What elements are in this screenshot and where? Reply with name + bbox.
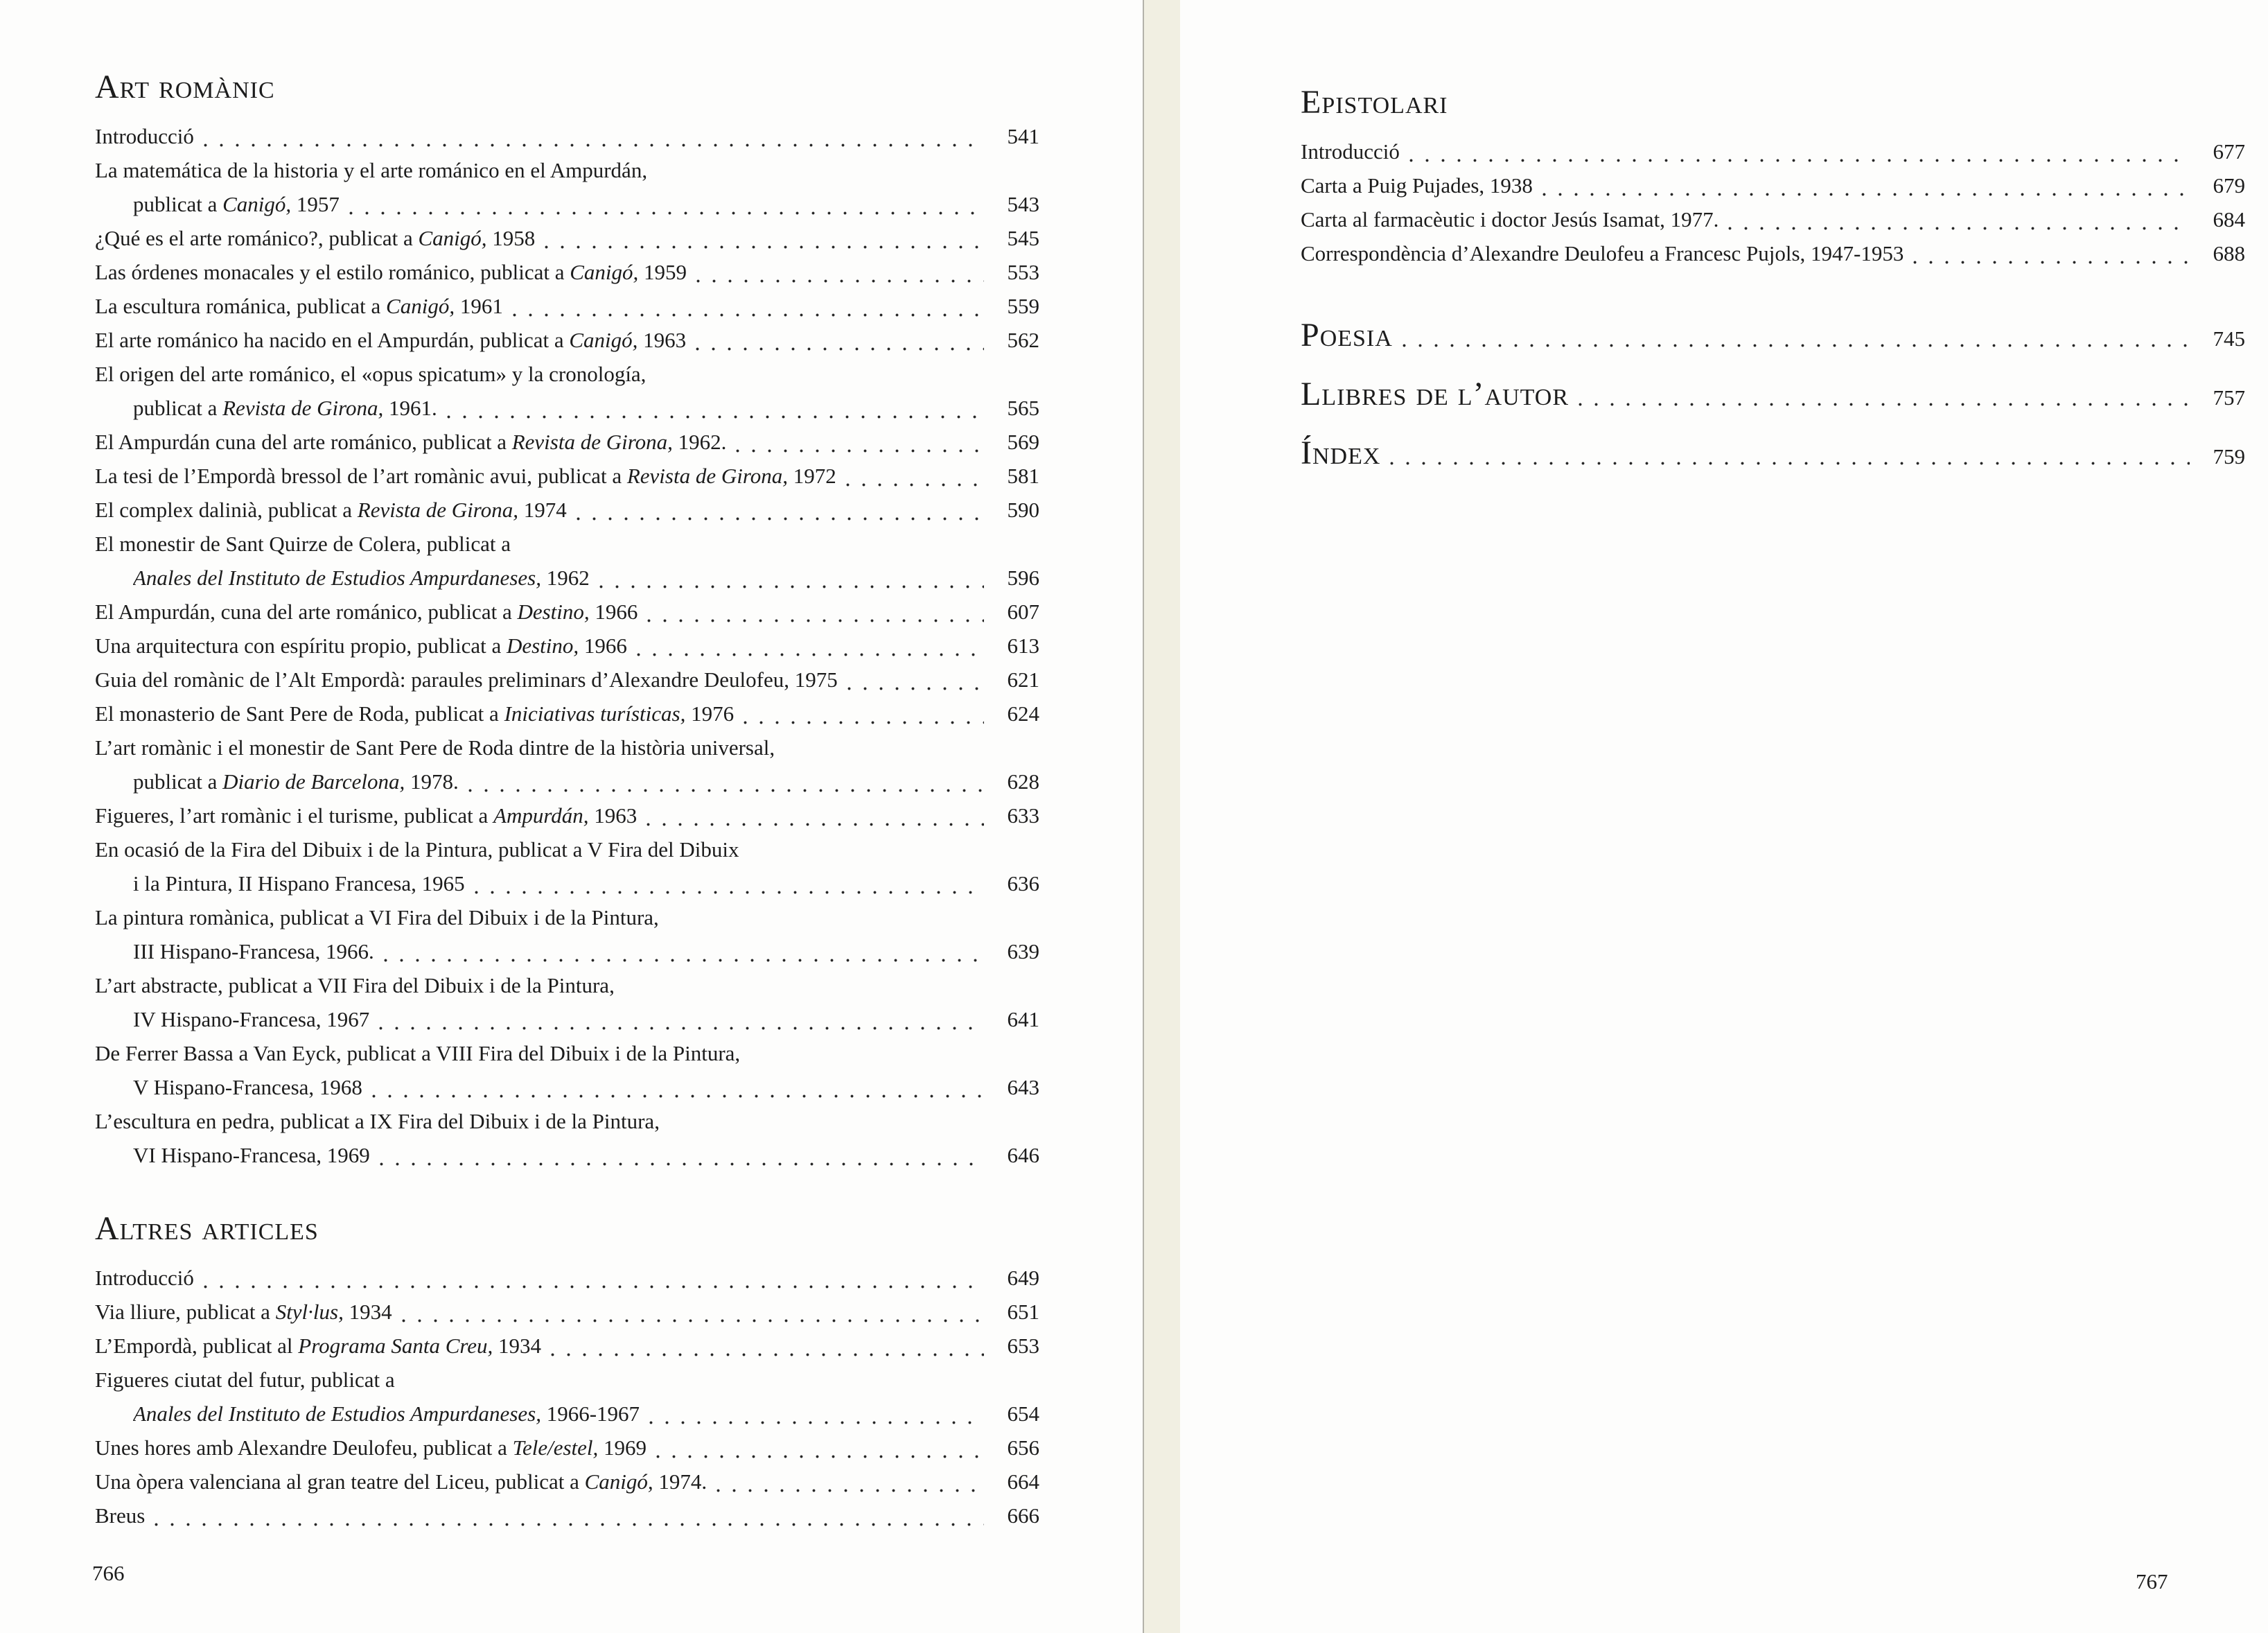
toc-line <box>95 1002 1039 1036</box>
page-ref: 745 <box>2213 326 2245 351</box>
page-ref: 596 <box>1007 566 1039 590</box>
toc-standalone-entry <box>1301 317 2245 356</box>
entry-title <box>95 255 687 289</box>
journal-title: Canigó, <box>222 192 292 216</box>
entry-text: El complex dalinià, publicat a <box>95 498 358 522</box>
entry-title <box>133 765 459 798</box>
dot-leader <box>744 721 984 724</box>
toc-entry <box>95 527 1039 595</box>
page-ref: 656 <box>1007 1435 1039 1460</box>
dot-leader <box>204 1285 984 1289</box>
entry-text: V Hispano-Francesa, 1968 <box>133 1075 362 1099</box>
entry-text: 1972 <box>788 464 836 488</box>
page-ref: 643 <box>1007 1075 1039 1099</box>
dot-leader <box>846 483 984 487</box>
toc-line <box>95 595 1039 629</box>
entry-text: L’art romànic i el monestir de Sant Pere de Roda dintre de la història universal, <box>95 735 775 760</box>
page-ref: 757 <box>2213 385 2245 410</box>
toc-line <box>95 255 1039 289</box>
toc-line <box>95 697 1039 731</box>
page-ref: 759 <box>2213 444 2245 469</box>
entry-text: 1962 <box>540 566 590 590</box>
toc-entry <box>95 357 1039 425</box>
dot-leader <box>696 279 984 283</box>
toc-standalone-section <box>1301 317 2245 356</box>
toc-line <box>95 425 1039 459</box>
entry-text: El arte románico ha nacido en el Ampurdán, publicat a <box>95 328 570 352</box>
toc-entry <box>1301 236 2245 270</box>
entry-text: publicat a <box>133 396 223 420</box>
page-ref: 684 <box>2213 207 2245 232</box>
toc-standalone-section <box>1301 435 2245 473</box>
dot-leader <box>647 823 984 826</box>
entry-title <box>95 1499 145 1532</box>
journal-title: Destino, <box>506 634 579 658</box>
entry-text: 1934 <box>493 1334 542 1358</box>
toc-line <box>95 832 1039 866</box>
entry-text: 1976 <box>685 701 735 726</box>
toc-line <box>95 459 1039 493</box>
entry-text: publicat a <box>133 769 223 794</box>
entry-text: L’art abstracte, publicat a VII Fira del Dibuix i de la Pintura, <box>95 973 615 997</box>
toc-line <box>95 1329 1039 1363</box>
toc-entry <box>95 1295 1039 1329</box>
toc-entry <box>95 323 1039 357</box>
page-ref: 641 <box>1007 1007 1039 1031</box>
journal-title: Canigó, <box>584 1469 653 1494</box>
entry-title <box>1301 236 1904 270</box>
toc-line <box>95 1295 1039 1329</box>
entry-text: Introducció <box>95 1266 194 1290</box>
entry-text: La tesi de l’Empordà bressol de l’art romànic avui, publicat a <box>95 464 627 488</box>
entry-text: VI Hispano-Francesa, 1969 <box>133 1143 370 1167</box>
toc-entry <box>95 1036 1039 1104</box>
entry-text: De Ferrer Bassa a Van Eyck, publicat a VIII Fira del Dibuix i de la Pintura, <box>95 1041 741 1065</box>
entry-text: 1974 <box>518 498 567 522</box>
entry-text: Una òpera valenciana al gran teatre del Liceu, publicat a <box>95 1469 585 1494</box>
left-page-number: 766 <box>92 1561 125 1585</box>
entry-title <box>95 1295 392 1329</box>
toc-section <box>95 69 1039 1172</box>
toc-line <box>95 391 1039 425</box>
toc-entry <box>95 119 1039 153</box>
toc-line <box>95 629 1039 663</box>
toc-line <box>95 289 1039 323</box>
page-ref: 565 <box>1007 396 1039 420</box>
toc-standalone-entry <box>1301 376 2245 414</box>
toc-line <box>95 527 1039 561</box>
page-ref: 651 <box>1007 1300 1039 1324</box>
entry-title <box>95 493 567 527</box>
toc-entry <box>95 221 1039 255</box>
entry-title <box>95 119 194 153</box>
dot-leader <box>468 789 984 792</box>
entry-title <box>1301 134 1400 168</box>
entry-title <box>133 1002 369 1036</box>
toc-line <box>95 866 1039 900</box>
toc-line <box>95 900 1039 934</box>
toc-line <box>1301 236 2245 270</box>
dot-leader <box>717 1489 984 1492</box>
entry-title <box>95 663 838 697</box>
dot-leader <box>577 517 984 521</box>
page-ref: 553 <box>1007 260 1039 284</box>
toc-line <box>95 221 1039 255</box>
toc-entry <box>95 1261 1039 1295</box>
section-heading: Art romànic <box>95 69 275 105</box>
entry-text: En ocasió de la Fira del Dibuix i de la Pintura, publicat a V Fira del Dibuix <box>95 837 739 862</box>
toc-section <box>1301 85 2245 270</box>
page-ref: 607 <box>1007 600 1039 624</box>
entry-text: 1974. <box>653 1469 707 1494</box>
page-ref: 545 <box>1007 226 1039 250</box>
dot-leader <box>380 1162 984 1166</box>
entry-title <box>95 221 535 255</box>
entry-title <box>95 323 686 357</box>
entry-title <box>133 1070 362 1104</box>
entry-title <box>133 1138 370 1172</box>
book-spine-gutter <box>1143 0 1180 1633</box>
dot-leader <box>1913 261 2190 264</box>
entry-text: publicat a <box>133 192 223 216</box>
journal-title: Revista de Girona, <box>626 464 789 488</box>
toc-entry <box>95 255 1039 289</box>
entry-text: El Ampurdán, cuna del arte románico, publicat a <box>95 600 518 624</box>
page-ref: 581 <box>1007 464 1039 488</box>
journal-title: Canigó, <box>386 294 455 318</box>
journal-title: Anales del Instituto de Estudios Ampurdaneses, <box>133 566 541 590</box>
entry-title <box>133 1397 640 1431</box>
left-page-toc <box>95 69 1039 1532</box>
section-heading: Poesia <box>1301 317 1393 353</box>
toc-entry <box>95 663 1039 697</box>
page-ref: 628 <box>1007 769 1039 794</box>
entry-text: Guia del romànic de l’Alt Empordà: paraules preliminars d’Alexandre Deulofeu, 1975 <box>95 667 838 692</box>
page-ref: 621 <box>1007 667 1039 692</box>
toc-entry <box>95 1431 1039 1465</box>
entry-title <box>95 697 734 731</box>
journal-title: Revista de Girona, <box>357 498 518 522</box>
toc-entry <box>95 697 1039 731</box>
entry-text: Figueres, l’art romànic i el turisme, publicat a <box>95 803 494 828</box>
entry-text: Breus <box>95 1503 146 1528</box>
toc-line <box>95 1499 1039 1532</box>
page-ref: 590 <box>1007 498 1039 522</box>
entry-text: 1978. <box>405 769 459 794</box>
dot-leader <box>551 1353 984 1356</box>
entry-text: El Ampurdán cuna del arte románico, publicat a <box>95 430 512 454</box>
entry-text: Una arquitectura con espíritu propio, publicat a <box>95 634 507 658</box>
toc-line <box>95 153 1039 187</box>
toc-line <box>95 1397 1039 1431</box>
journal-title: Revista de Girona, <box>222 396 384 420</box>
dot-leader <box>599 585 984 588</box>
toc-line <box>1301 134 2245 168</box>
dot-leader <box>204 143 984 147</box>
entry-text: La pintura romànica, publicat a VI Fira del Dibuix i de la Pintura, <box>95 905 659 929</box>
page-ref: 543 <box>1007 192 1039 216</box>
toc-line <box>95 1138 1039 1172</box>
entry-title <box>95 459 836 493</box>
entry-text: III Hispano-Francesa, 1966. <box>133 939 374 963</box>
entry-title <box>95 595 638 629</box>
toc-entry <box>95 1363 1039 1431</box>
journal-title: Programa Santa Creu, <box>298 1334 493 1358</box>
entry-text: Introducció <box>95 124 194 148</box>
entry-title <box>95 798 637 832</box>
toc-entry <box>1301 202 2245 236</box>
entry-text: ¿Qué es el arte románico?, publicat a <box>95 226 419 250</box>
entry-text: Via lliure, publicat a <box>95 1300 276 1324</box>
toc-line <box>1301 168 2245 202</box>
entry-text: 1963 <box>638 328 687 352</box>
entry-title <box>1301 168 1533 202</box>
toc-line <box>95 968 1039 1002</box>
entry-text: 1934 <box>343 1300 392 1324</box>
entry-title <box>1301 202 1718 236</box>
page-ref: 559 <box>1007 294 1039 318</box>
toc-section <box>95 1211 1039 1532</box>
entry-text: 1957 <box>291 192 340 216</box>
page-ref: 562 <box>1007 328 1039 352</box>
dot-leader <box>1728 227 2190 230</box>
toc-line <box>95 663 1039 697</box>
entry-text: Las órdenes monacales y el estilo románico, publicat a <box>95 260 570 284</box>
entry-text: Introducció <box>1301 139 1400 164</box>
toc-entry <box>95 289 1039 323</box>
toc-line <box>95 561 1039 595</box>
toc-line <box>95 934 1039 968</box>
toc-entry <box>95 798 1039 832</box>
entry-text: Correspondència d’Alexandre Deulofeu a Francesc Pujols, 1947-1953 <box>1301 241 1904 265</box>
journal-title: Canigó, <box>570 260 639 284</box>
page-ref: 633 <box>1007 803 1039 828</box>
dot-leader <box>372 1094 984 1098</box>
dot-leader <box>447 415 984 419</box>
toc-entry <box>95 1499 1039 1532</box>
dot-leader <box>402 1319 984 1322</box>
dot-leader <box>847 687 984 690</box>
journal-title: Anales del Instituto de Estudios Ampurdaneses, <box>133 1401 541 1426</box>
dot-leader <box>379 1027 984 1030</box>
toc-line <box>1301 202 2245 236</box>
dot-leader <box>1542 193 2190 196</box>
journal-title: Tele/estel, <box>512 1435 599 1460</box>
toc-entry <box>95 900 1039 968</box>
page-ref: 649 <box>1007 1266 1039 1290</box>
journal-title: Canigó, <box>418 226 487 250</box>
toc-entry <box>95 1465 1039 1499</box>
dot-leader <box>384 959 984 962</box>
toc-line <box>95 493 1039 527</box>
entry-title <box>133 934 374 968</box>
section-heading: Altres articles <box>95 1210 319 1247</box>
entry-text: 1969 <box>598 1435 647 1460</box>
journal-title: Diario de Barcelona, <box>222 769 405 794</box>
entry-text: 1963 <box>588 803 638 828</box>
page-ref: 639 <box>1007 939 1039 963</box>
entry-text: El monasterio de Sant Pere de Roda, publicat a <box>95 701 504 726</box>
dot-leader <box>155 1523 984 1526</box>
page-ref: 646 <box>1007 1143 1039 1167</box>
entry-title <box>95 289 503 323</box>
entry-text: L’escultura en pedra, publicat a IX Fira del Dibuix i de la Pintura, <box>95 1109 660 1133</box>
entry-title <box>133 866 465 900</box>
page-ref: 653 <box>1007 1334 1039 1358</box>
entry-text: Figueres ciutat del futur, publicat a <box>95 1368 395 1392</box>
toc-line <box>95 1431 1039 1465</box>
entry-text: 1966 <box>589 600 638 624</box>
toc-entry <box>95 629 1039 663</box>
toc-entry <box>1301 134 2245 168</box>
journal-title: Ampurdán, <box>493 803 589 828</box>
page-ref: 636 <box>1007 871 1039 896</box>
toc-entry <box>95 459 1039 493</box>
toc-line <box>95 765 1039 798</box>
toc-standalone-entry <box>1301 435 2245 473</box>
entry-text: El monestir de Sant Quirze de Colera, publicat a <box>95 532 511 556</box>
page-ref: 677 <box>2213 139 2245 164</box>
entry-title <box>95 1431 647 1465</box>
page-ref: 666 <box>1007 1503 1039 1528</box>
toc-entry <box>95 731 1039 798</box>
toc-line <box>95 323 1039 357</box>
toc-entry <box>95 153 1039 221</box>
page-ref: 541 <box>1007 124 1039 148</box>
toc-entry <box>1301 168 2245 202</box>
toc-entry <box>95 1104 1039 1172</box>
section-heading: Índex <box>1301 435 1381 471</box>
dot-leader <box>649 1421 984 1424</box>
dot-leader <box>545 245 984 249</box>
page-ref: 688 <box>2213 241 2245 265</box>
entry-text: 1966 <box>579 634 627 658</box>
journal-title: Revista de Girona, <box>511 430 673 454</box>
entry-text: i la Pintura, II Hispano Francesa, 1965 <box>133 871 465 896</box>
dot-leader <box>1409 159 2190 162</box>
toc-line <box>95 1465 1039 1499</box>
journal-title: Destino, <box>517 600 590 624</box>
section-heading: Llibres de l’autor <box>1301 376 1570 412</box>
dot-leader <box>656 1455 984 1458</box>
entry-text: L’Empordà, publicat al <box>95 1334 299 1358</box>
entry-title <box>95 629 627 663</box>
page-ref: 613 <box>1007 634 1039 658</box>
page-ref: 654 <box>1007 1401 1039 1426</box>
toc-entry <box>95 595 1039 629</box>
page-ref: 664 <box>1007 1469 1039 1494</box>
toc-line <box>95 1036 1039 1070</box>
dot-leader <box>1403 344 2190 347</box>
toc-line <box>95 357 1039 391</box>
entry-title <box>95 425 726 459</box>
toc-entry <box>95 832 1039 900</box>
entry-text: Carta al farmacèutic i doctor Jesús Isamat, 1977. <box>1301 207 1719 232</box>
entry-title <box>133 561 590 595</box>
journal-title: Styl·lus, <box>275 1300 344 1324</box>
dot-leader <box>736 449 984 453</box>
entry-text: 1962. <box>672 430 727 454</box>
toc-line <box>95 731 1039 765</box>
toc-entry <box>95 968 1039 1036</box>
journal-title: Iniciativas turísticas, <box>504 701 686 726</box>
toc-entry <box>95 1329 1039 1363</box>
toc-entry <box>95 493 1039 527</box>
entry-title <box>133 187 340 221</box>
entry-title <box>95 1465 707 1499</box>
dot-leader <box>1390 462 2190 465</box>
entry-text: IV Hispano-Francesa, 1967 <box>133 1007 370 1031</box>
toc-line <box>95 1363 1039 1397</box>
entry-text: 1961. <box>383 396 437 420</box>
dot-leader <box>349 211 984 215</box>
page-ref: 679 <box>2213 173 2245 198</box>
section-heading: Epistolari <box>1301 84 1448 121</box>
entry-text: Unes hores amb Alexandre Deulofeu, publicat a <box>95 1435 513 1460</box>
toc-line <box>95 187 1039 221</box>
entry-text: El origen del arte románico, el «opus spicatum» y la cronología, <box>95 362 647 386</box>
dot-leader <box>475 891 984 894</box>
entry-text: 1959 <box>638 260 687 284</box>
entry-title <box>95 1261 194 1295</box>
page-ref: 624 <box>1007 701 1039 726</box>
dot-leader <box>647 619 984 622</box>
entry-text: La escultura románica, publicat a <box>95 294 387 318</box>
dot-leader <box>513 313 984 317</box>
toc-line <box>95 1261 1039 1295</box>
entry-text: Carta a Puig Pujades, 1938 <box>1301 173 1533 198</box>
toc-line <box>95 1104 1039 1138</box>
entry-text: 1961 <box>455 294 503 318</box>
entry-text: La matemática de la historia y el arte románico en el Ampurdán, <box>95 158 648 182</box>
entry-title <box>133 391 437 425</box>
entry-text: 1958 <box>486 226 536 250</box>
dot-leader <box>696 347 984 351</box>
dot-leader <box>637 653 984 656</box>
journal-title: Canigó, <box>569 328 638 352</box>
toc-entry <box>95 425 1039 459</box>
right-page-number: 767 <box>2136 1569 2168 1593</box>
toc-line <box>95 119 1039 153</box>
entry-text: 1966-1967 <box>540 1401 640 1426</box>
toc-standalone-section <box>1301 376 2245 414</box>
toc-line <box>95 1070 1039 1104</box>
right-page-toc <box>1301 85 2245 473</box>
entry-title <box>95 1329 541 1363</box>
page-ref: 569 <box>1007 430 1039 454</box>
dot-leader <box>1579 403 2190 406</box>
toc-line <box>95 798 1039 832</box>
